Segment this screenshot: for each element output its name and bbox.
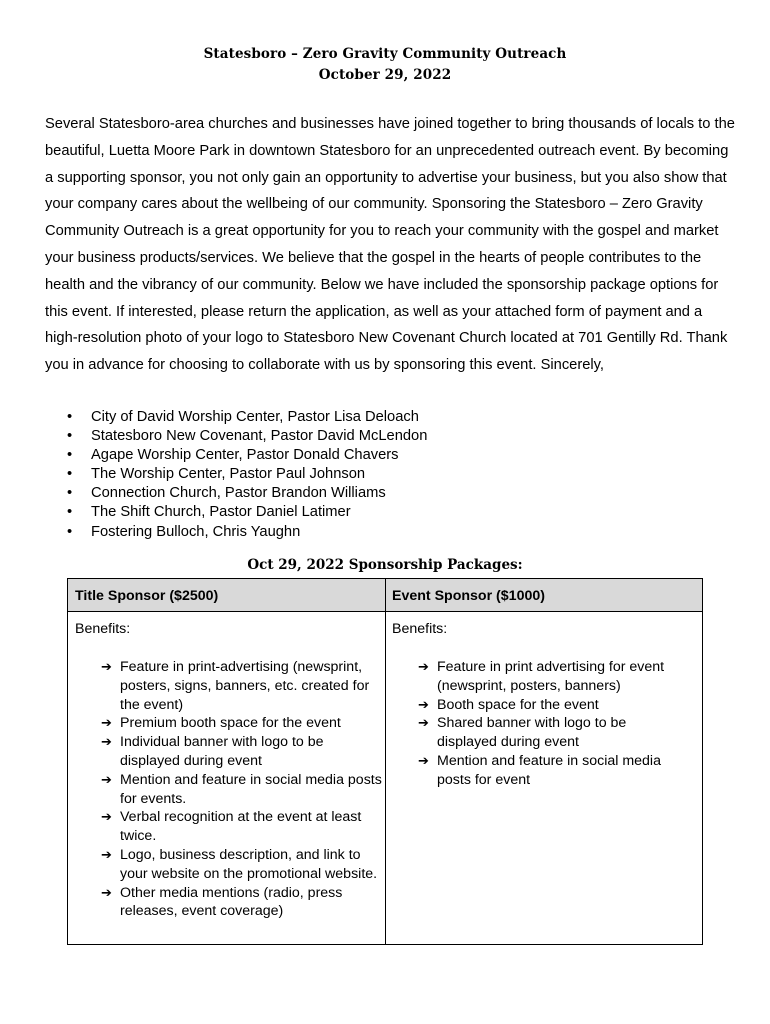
bullet-icon: • (67, 447, 73, 464)
benefit-text: Mention and feature in social media posts for event (437, 752, 661, 788)
arrow-right-icon: ➔ (101, 659, 112, 674)
benefit-text: Booth space for the event (437, 696, 599, 713)
list-item (102, 884, 382, 922)
arrow-right-icon: ➔ (418, 715, 429, 731)
arrow-right-icon: ➔ (101, 771, 112, 787)
pastor-entry: Connection Church, Pastor Brandon Williams (91, 485, 386, 502)
arrow-right-icon: ➔ (418, 752, 429, 768)
list-item (419, 658, 689, 696)
pastor-entry: The Worship Center, Pastor Paul Johnson (91, 466, 366, 483)
benefit-text: Shared banner with logo to be displayed during event (437, 715, 627, 751)
benefit-text: Feature in print-advertising (newsprint, posters, signs, banners, etc. created for the event) (120, 659, 370, 713)
pastor-entry: Agape Worship Center, Pastor Donald Chavers (91, 447, 399, 464)
bullet-icon: • (67, 485, 73, 502)
document-date: October 29, 2022 (318, 67, 452, 83)
list-item (102, 846, 382, 884)
list-item (102, 771, 382, 809)
pastor-entry: The Shift Church, Pastor Daniel Latimer (91, 504, 351, 521)
bullet-icon: • (67, 504, 73, 521)
list-item (102, 658, 382, 714)
pastor-list (45, 408, 427, 542)
list-item (45, 484, 427, 503)
packages-heading: Oct 29, 2022 Sponsorship Packages: (247, 557, 523, 573)
list-item (45, 446, 427, 465)
arrow-right-icon: ➔ (101, 884, 112, 900)
benefit-text: Premium booth space for the event (120, 715, 341, 732)
arrow-right-icon: ➔ (101, 734, 112, 750)
benefit-text: Individual banner with logo to be displayed during event (120, 734, 324, 769)
bullet-icon: • (67, 428, 73, 445)
title-sponsor-benefits-label: Benefits: (75, 621, 131, 637)
sponsorship-table (67, 578, 703, 945)
intro-paragraph: Several Statesboro-area churches and businesses have joined together to bring thousands of locals to the beautiful, Luetta Moore Park in downtown Statesboro for an unprecedented outreach event. By becoming a supporting sponsor, you not only gain an opportunity to advertise your business, but you also show that your company cares about the wellbeing of our community. Sponsoring the Statesboro – Zero Gravity Community Outreach is a great opportunity for you to reach your community with the gospel and market your business products/services. We believe that the gospel in the hearts of people contributes to the health and the vibrancy of our community. Below we have included the sponsorship package options for this event. If interested, please return the application, as well as your attached form of payment and a high-resolution photo of your logo to Statesboro New Covenant Church located at 701 Gentilly Rd. Thank you in advance for choosing to collaborate with us by sponsoring this event. Sincerely, (45, 116, 735, 374)
benefit-text: Logo, business description, and link to your website on the promotional website. (120, 846, 378, 882)
list-item (419, 714, 689, 752)
benefit-text: Mention and feature in social media posts for events. (120, 771, 382, 807)
document-title: Statesboro – Zero Gravity Community Outreach (203, 46, 567, 62)
arrow-right-icon: ➔ (418, 659, 429, 674)
title-sponsor-benefits (102, 658, 382, 921)
list-item (102, 714, 382, 733)
list-item (45, 427, 427, 446)
pastor-entry: Statesboro New Covenant, Pastor David McLendon (91, 428, 428, 445)
arrow-right-icon: ➔ (418, 696, 429, 712)
list-item (45, 523, 427, 542)
list-item (419, 752, 689, 790)
list-item (102, 733, 382, 771)
pastor-entry: City of David Worship Center, Pastor Lisa Deloach (91, 409, 419, 425)
list-item (102, 808, 382, 846)
arrow-right-icon: ➔ (101, 809, 112, 825)
pastor-entry: Fostering Bulloch, Chris Yaughn (91, 523, 301, 540)
bullet-icon: • (67, 466, 73, 483)
list-item (419, 696, 689, 715)
bullet-icon: • (67, 523, 73, 540)
benefit-text: Verbal recognition at the event at least twice. (120, 809, 362, 845)
column-divider (385, 579, 386, 944)
benefit-text: Feature in print advertising for event (newsprint, posters, banners) (437, 659, 665, 694)
event-sponsor-benefits (419, 658, 689, 790)
benefit-text: Other media mentions (radio, press releases, event coverage) (120, 884, 343, 920)
event-sponsor-header: Event Sponsor ($1000) (392, 588, 545, 604)
title-sponsor-header: Title Sponsor ($2500) (75, 588, 219, 604)
bullet-icon: • (67, 409, 73, 425)
list-item (45, 465, 427, 484)
arrow-right-icon: ➔ (101, 846, 112, 862)
arrow-right-icon: ➔ (101, 715, 112, 731)
list-item (45, 408, 427, 427)
list-item (45, 503, 427, 522)
event-sponsor-benefits-label: Benefits: (392, 621, 448, 637)
